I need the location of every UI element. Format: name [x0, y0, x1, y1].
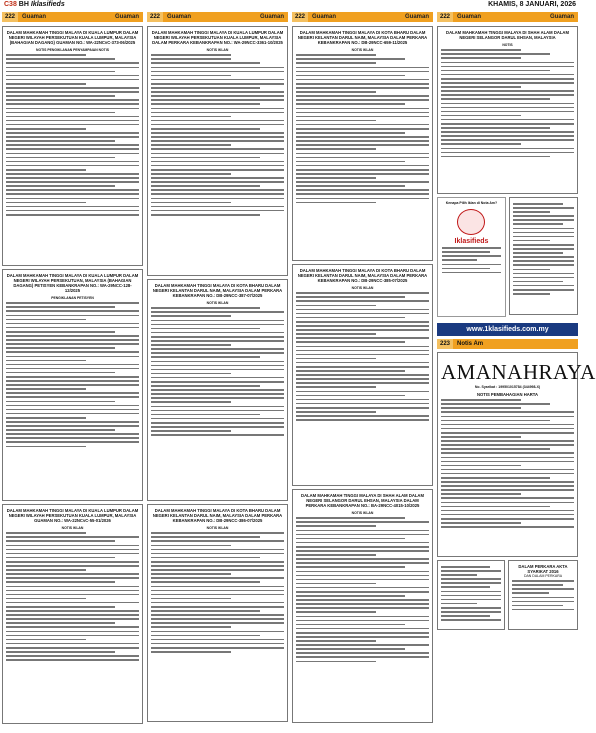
notice-title: DALAM PERKARA AKTA SYARIKAT 2016 [518, 564, 568, 574]
ad-klasifieds [437, 197, 506, 317]
category-label: Guaman [259, 14, 284, 20]
category-number: 222 [437, 12, 453, 22]
category-label: Guaman [457, 14, 482, 20]
notice-body [6, 532, 139, 661]
legal-notice [437, 560, 505, 630]
column-1 [2, 26, 143, 726]
section-label [4, 1, 65, 8]
notice-title: DALAM MAHKAMAH TINGGI MALAYA DI KOTA BHARU DALAM NEGERI KELANTAN DARUL NAIM, MALAYSIA DALAM PERKARA KEBANKRAPAN NO.: DB-29NCC-385-07/2025 [297, 268, 428, 283]
notice-body [441, 566, 501, 621]
megaphone-icon [457, 209, 485, 235]
category-bar [2, 12, 143, 22]
notice-heading: NOTIS IKLAN [61, 526, 84, 530]
section-code: C38 [4, 1, 17, 8]
notice-title: DALAM MAHKAMAH TINGGI MALAYA DI KOTA BHARU DALAM NEGERI KELANTAN DARUL NAIM, MALAYSIA DALAM PERKARA KEBANKRAPAN NO.: DB-29NCC-659-11/2025 [297, 30, 428, 45]
page-date: KHAMIS, 8 JANUARI, 2026 [488, 1, 576, 8]
category-number: 222 [2, 12, 18, 22]
notice-title: DALAM MAHKAMAH TINGGI MALAYA DI KUALA LUMPUR DALAM NEGERI WILAYAH PERSEKUTUAN KUALA LUMPUR, MALAYSIA (BAHAGIAN DAGANG) GUAMAN NO.: WA-22NCvC-373-06/2025 [6, 30, 139, 45]
notice-title: DALAM MAHKAMAH TINGGI MALAYA DI SHAH ALAM DALAM NEGERI SELANGOR DARUL EHSAN, MALAYSIA [446, 30, 569, 40]
column-2 [147, 26, 288, 726]
category-label: Guaman [167, 14, 192, 20]
page-header [0, 0, 580, 10]
notice-heading: PENGIKLANAN PETISYEN [51, 296, 94, 300]
paper-code: BH [18, 1, 29, 8]
notice-body [441, 49, 574, 157]
notice-title: DALAM MAHKAMAH TINGGI MALAYA DI KUALA LUMPUR DALAM NEGERI WILAYAH PERSEKUTUAN KUALA LUMPUR, MALAYSIA DALAM PERKARA KEBANKRAPAN NO.: WA-29NCC-3361-10/2025 [151, 30, 284, 45]
website-banner[interactable]: www.1klasifieds.com.my [437, 323, 578, 336]
category-label: Guaman [312, 14, 337, 20]
company-number: No. Syarikat : 199501015784 (344998-X) [474, 385, 541, 389]
category-bars [0, 12, 580, 22]
ad-row [437, 197, 578, 320]
legal-notice [437, 26, 578, 194]
legal-notice [2, 269, 143, 501]
legal-notice [292, 489, 433, 723]
notice-title: NOTIS PEMBAHAGIAN HARTA [476, 392, 539, 398]
notice-heading: NOTIS [502, 43, 513, 47]
notice-body [6, 302, 139, 447]
column-4 [437, 26, 596, 726]
notice-title: DALAM MAHKAMAH TINGGI MALAYA DI KUALA LUMPUR DALAM NEGERI WILAYAH PERSEKUTUAN, MALAYSIA (BAHAGIAN DAGANG) PETISYEN KEBANKRAPAN NO.: WA-29NCC-128-12/2025 [6, 273, 139, 293]
category-bar [147, 12, 288, 22]
ad-title: Kenapa Pilih Iklan di Nota Am? [445, 201, 498, 205]
notice-heading: NOTIS IKLAN [351, 48, 374, 52]
section-name: Iklasifieds [30, 1, 65, 8]
notice-body [512, 580, 574, 610]
notice-heading: NOTIS IKLAN [206, 301, 229, 305]
category-number: 222 [292, 12, 308, 22]
death-notice-row [437, 560, 578, 633]
legal-notice [509, 197, 578, 315]
notice-heading: NOTIS IKLAN [206, 48, 229, 52]
ad-body [438, 247, 505, 273]
notice-body [296, 517, 429, 662]
amanahraya-notice [437, 352, 596, 557]
column-3 [292, 26, 433, 726]
legal-notice [2, 504, 143, 724]
notice-heading: NOTIS IKLAN [351, 286, 374, 290]
legal-notice [147, 504, 288, 722]
notice-body [151, 532, 284, 652]
notice-title: DALAM MAHKAMAH TINGGI MALAYA DI KUALA LUMPUR DALAM NEGERI WILAYAH PERSEKUTUAN KUALA LUMPUR, MALAYSIA GUAMAN NO.: WA-22NCvC-55-01/2026 [6, 508, 139, 523]
notice-body [513, 203, 574, 295]
category-number: 223 [437, 339, 453, 349]
notice-heading: NOTIS IKLAN [351, 511, 374, 515]
legal-notice [147, 279, 288, 501]
notice-heading: NOTIS IKLAN [206, 526, 229, 530]
category-label: Notis Am [457, 341, 484, 347]
legal-notice [292, 264, 433, 486]
notice-body [296, 54, 429, 203]
category-label: Guaman [404, 14, 429, 20]
company-notice [508, 560, 578, 630]
legal-notice [292, 26, 433, 261]
ad-brand: Iklasifieds [454, 238, 489, 246]
notice-body [151, 307, 284, 436]
legal-notice [2, 26, 143, 266]
category-bar [437, 339, 578, 349]
notice-title: DALAM MAHKAMAH TINGGI MALAYA DI KOTA BHARU DALAM NEGERI KELANTAN DARUL NAIM, MALAYSIA DALAM PERKARA KEBANKRAPAN NO.: DB-29NCC-386-07/2025 [152, 508, 283, 523]
category-bar [292, 12, 433, 22]
notice-body [441, 399, 574, 528]
legal-notice [147, 26, 288, 276]
notice-subtitle: DAN DALAM PERKARA [523, 574, 563, 578]
notice-body [296, 292, 429, 421]
notice-title: DALAM MAHKAMAH TINGGI MALAYA DI SHAH ALAM DALAM NEGERI SELANGOR DARUL EHSAN, MALAYSIA DALAM PERKARA KEBANKRAPAN NO.: BA-29NCC-4015-10/2025 [301, 493, 424, 508]
category-label: Guaman [114, 14, 139, 20]
category-label: Guaman [22, 14, 47, 20]
notice-title: DALAM MAHKAMAH TINGGI MALAYA DI KOTA BHARU DALAM NEGERI KELANTAN DARUL NAIM, MALAYSIA DALAM PERKARA KEBANKRAPAN NO.: DB-29NCC-387-07/2025 [152, 283, 283, 298]
notice-body [151, 54, 284, 215]
category-number: 222 [147, 12, 163, 22]
category-bar [437, 12, 578, 22]
notice-heading: NOTIS PENGIKLANAN PENYAMPAIAN NOTIS [36, 48, 109, 52]
category-label: Guaman [549, 14, 574, 20]
amanahraya-logo: AMANAHRAYA [441, 360, 596, 384]
notice-body [6, 54, 139, 215]
